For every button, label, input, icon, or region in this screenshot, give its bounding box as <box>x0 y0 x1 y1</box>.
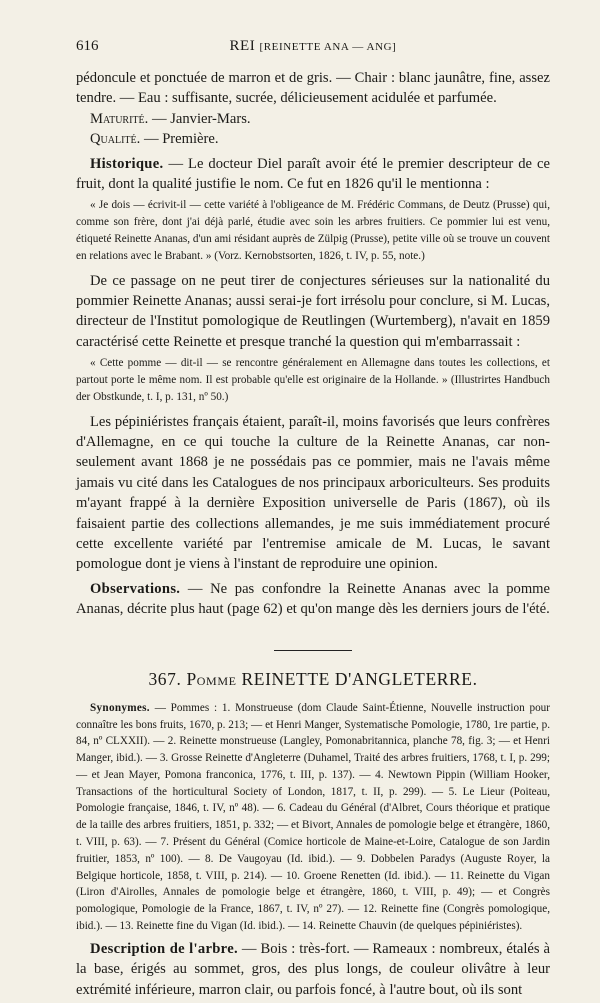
description-label: Description de l'arbre. <box>90 940 238 957</box>
entry-name: REINETTE D'ANGLETERRE. <box>241 668 478 689</box>
historique-paragraph <box>76 154 550 195</box>
description-paragraph <box>76 939 550 1000</box>
historique-label: Historique. <box>90 155 164 172</box>
intro-paragraph: pédoncule et ponctuée de marron et de gris. — Chair : blanc jaunâtre, fine, assez tendre. — Eau : suffisante, sucrée, délicieusement acidulée et parfumée. <box>76 70 550 107</box>
qualite-line <box>76 129 550 149</box>
maturite-value: — Janvier-Mars. <box>151 110 251 127</box>
synonymes-text: — Pommes : 1. Monstrueuse (dom Claude Saint-Étienne, Nouvelle instruction pour connaître les bons fruits, 1670, p. 213; — et Henri Manger, Systematische Pomologie, 1780, 1re partie, p. 84, nº CLXXII). — 2. Reinette monstrueuse (Langley, Pomonabritannica, planche 78, fig. 3; — et Henri Manger, ibid.). — 3. Grosse Reinette d'Angleterre (Duhamel, Traité des arbres fruitiers, 1768, t. I, p. 299; — et Jean Mayer, Pomona franconica, 1776, t. III, p. 137). — 4. Newtown Pippin (William Hooker, Transactions of the horticultural Society of London, 1817, t. II, p. 299). — 5. Le Lieur (Poiteau, Pomologie française, 1846, t. IV, nº 48). — 6. Cadeau du Général (d'Albret, Cours théorique et pratique de la taille des arbres fruitiers, 1851, p. 332; — et Bivort, Annales de pomologie belge et étrangère, 1860, t. VIII, p. 63). — 7. Présent du Général (Comice horticole de Maine-et-Loire, Catalogue de son Jardin fruitier, 1853, nº 100). — 8. De Vaugoyau (Id. ibid.). — 9. Dobbelen Paradys (Auguste Royer, la Belgique horticole, 1858, t. VIII, p. 214). — 10. Groene Renetten (Id. ibid.). — 11. Reinette du Vigan (Liron d'Airolles, Annales de pomologie belge et étrangère, 1860, t. VIII, p. 49); — et Congrès pomologique, Pomologie de la France, 1867, t. IV, nº 27). — 12. Reinette fine (Congrès pomologique, ibid.). — 13. Reinette fine du Vigan (Id. ibid.). — 14. Reinette Chauvin (de quelques pépiniéristes). <box>76 701 550 933</box>
synonymes-label: Synonymes. <box>90 701 150 714</box>
running-title-main: REI <box>229 38 256 54</box>
historique-paragraph-3: Les pépiniéristes français étaient, paraît-il, moins favorisés que leurs confrères d'Allemagne, en ce qui touche la culture de la Reinette Ananas, car non-seulement avant 1868 je ne possédais pas ce pommier, mais ne l'avais même jamais vu cité dans les Catalogues de nos principaux arboriculteurs. Ses produits m'ayant frappé à la dernière Exposition universelle de Paris (1867), où ils faisaient partie des collections allemandes, je me suis immédiatement procuré cette excellente variété par l'entremise amicale de M. Lucas, le savant pomologue dont je viens à l'instant de reproduire une opinion. <box>76 413 550 573</box>
historique-quote-2: « Cette pomme — dit-il — se rencontre généralement en Allemagne dans toutes les collections, et partout porte le même nom. Il est probable qu'elle est originaire de la Hollande. » (Illustrirtes Handbuch der Obstkunde, t. I, p. 131, nº 50.) <box>76 357 550 403</box>
description-text: — Bois : très-fort. — Rameaux : nombreux, étalés à la base, érigés au sommet, gros, des plus longs, de couleur olivâtre à leur extrémité inférieure, marron clair, ou parfois foncé, à l'autre bout, où ils sont <box>76 940 551 998</box>
qualite-label: Qualité. <box>90 131 141 148</box>
maturite-label: Maturité. <box>90 110 149 127</box>
running-header <box>76 38 550 60</box>
qualite-value: — Première. <box>143 131 219 148</box>
entry-number: 367. <box>148 668 182 689</box>
synonymes-paragraph <box>76 700 550 935</box>
observations-paragraph <box>76 579 550 620</box>
observations-label: Observations. <box>90 580 181 597</box>
observations-text: — Ne pas confondre la Reinette Ananas avec la pomme Ananas, décrite plus haut (page 62) et qu'on mange dès les derniers jours de l'été. <box>76 580 550 618</box>
historique-quote-1: « Je dois — écrivit-il — cette variété à l'obligeance de M. Frédéric Commans, de Deutz (Prusse) qui, comme son frère, dont j'ai déjà parlé, étudie avec soin les arbres fruitiers. Ce pommier lui est venu, étiqueté Reinette Ananas, d'un ami résidant auprès de Zülpig (Prusse), petite ville où se trouve un couvent en relations avec le Brabant. » (Vorz. Kernobstsorten, 1826, t. IV, p. 55, note.) <box>76 199 550 262</box>
maturite-line <box>76 109 550 129</box>
page-body <box>76 68 550 1000</box>
page-number: 616 <box>76 38 99 54</box>
entry-title <box>76 669 550 690</box>
section-divider <box>274 650 352 651</box>
entry-pomme: Pomme <box>186 668 237 689</box>
historique-text: — Le docteur Diel paraît avoir été le premier descripteur de ce fruit, dont la qualité justifie le nom. Ce fut en 1826 qu'il le mentionna : <box>76 155 550 193</box>
running-title <box>76 38 550 55</box>
historique-paragraph-2: De ce passage on ne peut tirer de conjectures sérieuses sur la nationalité du pommier Reinette Ananas; aussi serai-je fort irrésolu pour conclure, si M. Lucas, directeur de l'Institut pomologique de Reutlingen (Wurtemberg), n'avait en 1859 caractérisé cette Reinette et presque tranché la question qui m'embarrassait : <box>76 272 550 350</box>
running-title-sub: [REINETTE ANA — ANG] <box>259 41 397 53</box>
